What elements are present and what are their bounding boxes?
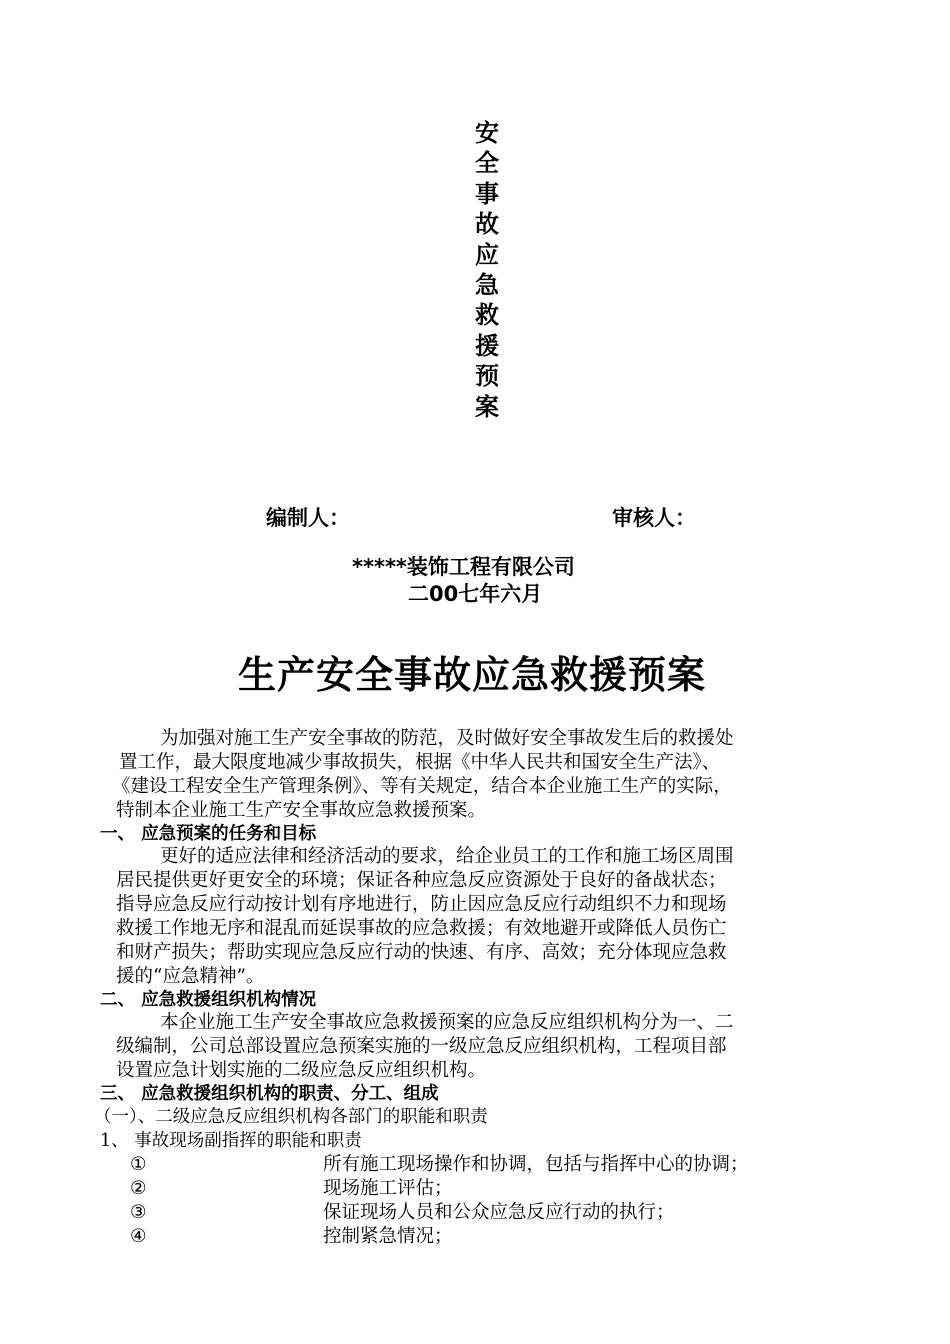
section-body-line: 援的“应急精神”。 [116,966,265,987]
list-number: ③ [130,1202,147,1223]
intro-line: 《建设工程安全生产管理条例》、等有关规定，结合本企业施工生产的实际， [112,776,732,797]
section-body-line: 指导应急反应行动按计划有序地进行，防止因应急反应行动组织不力和现场 [116,894,727,915]
cover-title-char: 应 [475,240,499,269]
section-body-line: 级编制，公司总部设置应急预案实施的一级应急反应组织机构，工程项目部 [116,1036,727,1057]
list-number: ① [130,1154,147,1175]
list-item: 所有施工现场操作和协调，包括与指挥中心的协调； [323,1154,749,1175]
section-body-line: 救援工作地无序和混乱而延误事故的应急救援；有效地避开或降低人员伤亡 [116,918,727,939]
section-body-line: 和财产损失；帮助实现应急反应行动的快速、有序、高效；充分体现应急救 [116,942,727,963]
list-item: 保证现场人员和公众应急反应行动的执行； [323,1202,675,1223]
list-number: ② [130,1178,147,1199]
cover-title-char: 预 [475,362,499,391]
list-number: ④ [130,1226,147,1247]
cover-title-char: 全 [475,149,499,178]
cover-title-char: 急 [475,271,499,300]
intro-line: 特制本企业施工生产安全事故应急救援预案。 [116,800,487,821]
document-title: 生产安全事故应急救援预案 [238,652,707,697]
section-heading: 二、 应急救援组织机构情况 [100,990,317,1010]
company-name: *****装饰工程有限公司 [352,555,575,579]
cover-title-char: 故 [475,210,499,239]
vertical-cover-title [470,118,504,422]
section-body-line: 居民提供更好更安全的环境；保证各种应急反应资源处于良好的备战状态； [116,870,727,891]
cover-title-char: 事 [475,179,499,208]
item-heading: 1、 事故现场副指挥的职能和职责 [100,1131,362,1151]
subsection-heading: （一）、二级应急反应组织机构各部门的职能和职责 [94,1107,488,1127]
cover-title-char: 安 [475,119,499,147]
section-body-line: 本企业施工生产安全事故应急救援预案的应急反应组织机构分为一、二 [160,1012,734,1033]
section-body-line: 更好的适应法律和经济活动的要求，给企业员工的工作和施工场区周围 [160,846,734,867]
section-body-line: 设置应急计划实施的二级应急反应组织机构。 [116,1060,487,1081]
cover-title-char: 救 [475,301,499,330]
cover-title-char: 案 [475,392,499,421]
compiler-label: 编制人： [266,506,350,530]
intro-line: 为加强对施工生产安全事故的防范，及时做好安全事故发生后的救援处 [160,728,734,749]
intro-line: 置工作，最大限度地减少事故损失，根据《中华人民共和国安全生产法》、 [119,752,721,773]
section-heading: 一、 应急预案的任务和目标 [100,824,317,844]
list-item: 现场施工评估； [323,1178,453,1199]
list-item: 控制紧急情况； [323,1226,453,1247]
cover-title-char: 援 [475,331,499,360]
document-date: 二00七年六月 [408,582,543,606]
section-heading: 三、 应急救援组织机构的职责、分工、组成 [100,1084,439,1104]
reviewer-label: 审核人： [612,506,696,530]
